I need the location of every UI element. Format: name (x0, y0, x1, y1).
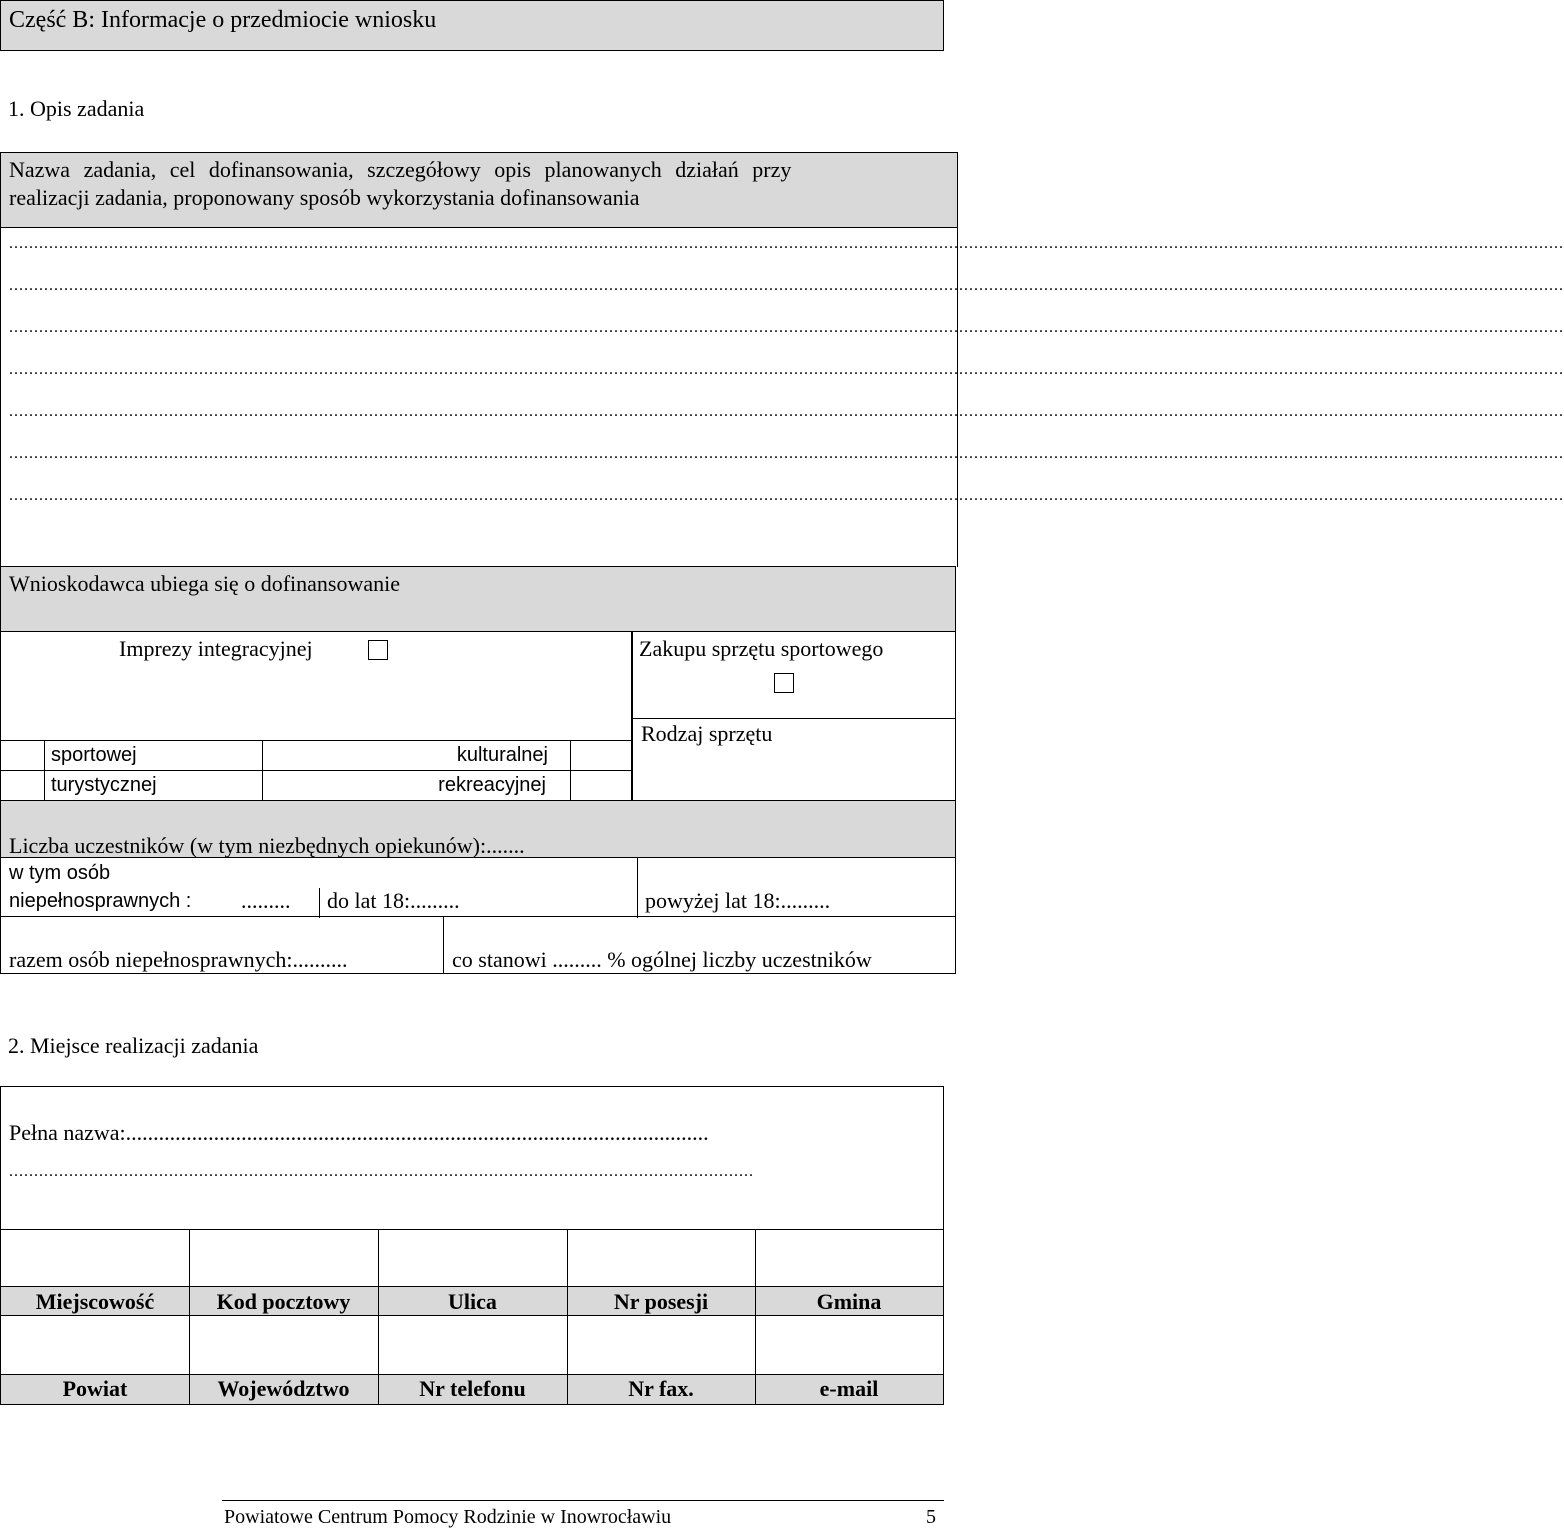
tourism-cell (44, 770, 263, 801)
sport-label: sportowej (51, 744, 137, 766)
culture-cell (262, 740, 571, 771)
participants-count[interactable]: Liczba uczestników (w tym niezbędnych opiekunów):....... (9, 833, 525, 858)
dots-line: ....................................................................................................................................................................................................................................................................................................................... (9, 487, 1564, 504)
header-locality: Miejscowość (35, 1289, 155, 1314)
event-checkbox[interactable] (368, 640, 388, 660)
header-postal-code: Kod pocztowy (216, 1289, 351, 1314)
dots-line: ....................................................................................................................................................................................................................................................................................................................... (9, 403, 1564, 420)
culture-label: kulturalnej (456, 744, 548, 766)
header-email: e-mail (819, 1376, 879, 1401)
page-number: 5 (926, 1506, 936, 1528)
dots-line: ....................................................................................................................................................................................................................................................................................................................... (9, 319, 1564, 336)
applicant-heading: Wnioskodawca ubiega się o dofinansowanie (9, 571, 400, 596)
section-1-title: 1. Opis zadania (8, 96, 145, 121)
full-name-label: Pełna nazwa:.......................................................................................................... (9, 1120, 709, 1145)
divider (637, 858, 638, 918)
under-18[interactable]: do lat 18:......... (327, 888, 460, 913)
header-voivodeship: Województwo (217, 1376, 350, 1401)
disabled-dots[interactable]: ......... (241, 888, 291, 913)
recreation-cell (262, 770, 571, 801)
header-commune: Gmina (816, 1289, 882, 1314)
footer-organization: Powiatowe Centrum Pomocy Rodzinie w Inowrocławiu (224, 1506, 672, 1528)
participants-row1 (0, 857, 956, 917)
equipment-cell (632, 631, 956, 719)
applicant-heading-box (0, 566, 956, 632)
dots-line: ....................................................................................................................................................................................................................................................................................................................... (9, 277, 1564, 294)
equipment-checkbox[interactable] (774, 673, 794, 693)
task-description-line1: Nazwa zadania, cel dofinansowania, szczegółowy opis planowanych działań przy (9, 157, 792, 182)
divider (443, 917, 444, 974)
task-description-header (0, 152, 958, 228)
header-county: Powiat (62, 1376, 128, 1401)
header-phone: Nr telefonu (419, 1376, 526, 1401)
percent-of-participants[interactable]: co stanowi ......... % ogólnej liczby uczestników (452, 947, 872, 972)
dots-line: ....................................................................................................................................................................................................................................................................................................................... (9, 361, 1564, 378)
equipment-type-label: Rodzaj sprzętu (641, 721, 773, 746)
tourism-label: turystycznej (51, 774, 157, 796)
header-fax: Nr fax. (628, 1376, 694, 1401)
task-description-area[interactable] (0, 227, 1564, 567)
equipment-label: Zakupu sprzętu sportowego (639, 636, 884, 661)
sport-cell (44, 740, 263, 771)
address-input-row-0[interactable] (0, 1229, 944, 1286)
dots-line: ....................................................................................................................................................................................................................................................................................................................... (9, 445, 1564, 462)
event-types-grid (0, 740, 632, 801)
header-house-number: Nr posesji (613, 1289, 709, 1314)
participants-heading-box (0, 800, 956, 858)
section-2-title: 2. Miejsce realizacji zadania (8, 1033, 259, 1058)
footer-rule (222, 1500, 944, 1501)
disabled-line2: niepełnosprawnych : (9, 890, 192, 912)
recreation-label: rekreacyjnej (438, 774, 546, 796)
equipment-type-cell[interactable] (632, 718, 956, 801)
recreation-checkbox[interactable] (570, 770, 632, 801)
dots-line: ....................................................................................................................................................................................................................................................................................................................... (9, 235, 1564, 252)
total-disabled[interactable]: razem osób niepełnosprawnych:.......... (9, 947, 348, 972)
sport-checkbox[interactable] (0, 740, 45, 771)
full-name-box[interactable] (0, 1086, 944, 1230)
part-title: Część B: Informacje o przedmiocie wniosku (9, 7, 437, 33)
over-18[interactable]: powyżej lat 18:......... (645, 888, 831, 913)
disabled-line1: w tym osób (9, 862, 111, 884)
full-name-dots: ..................................................................................................................................................... (9, 1163, 754, 1180)
divider (319, 888, 320, 918)
task-description-line2: realizacji zadania, proponowany sposób wykorzystania dofinansowania (9, 185, 640, 210)
participants-row2 (0, 916, 956, 974)
part-title-box (0, 0, 944, 51)
address-input-row-1[interactable] (1, 1316, 943, 1374)
tourism-checkbox[interactable] (0, 770, 45, 801)
culture-checkbox[interactable] (570, 740, 632, 771)
header-street: Ulica (448, 1289, 497, 1314)
event-label: Imprezy integracyjnej (119, 636, 313, 661)
